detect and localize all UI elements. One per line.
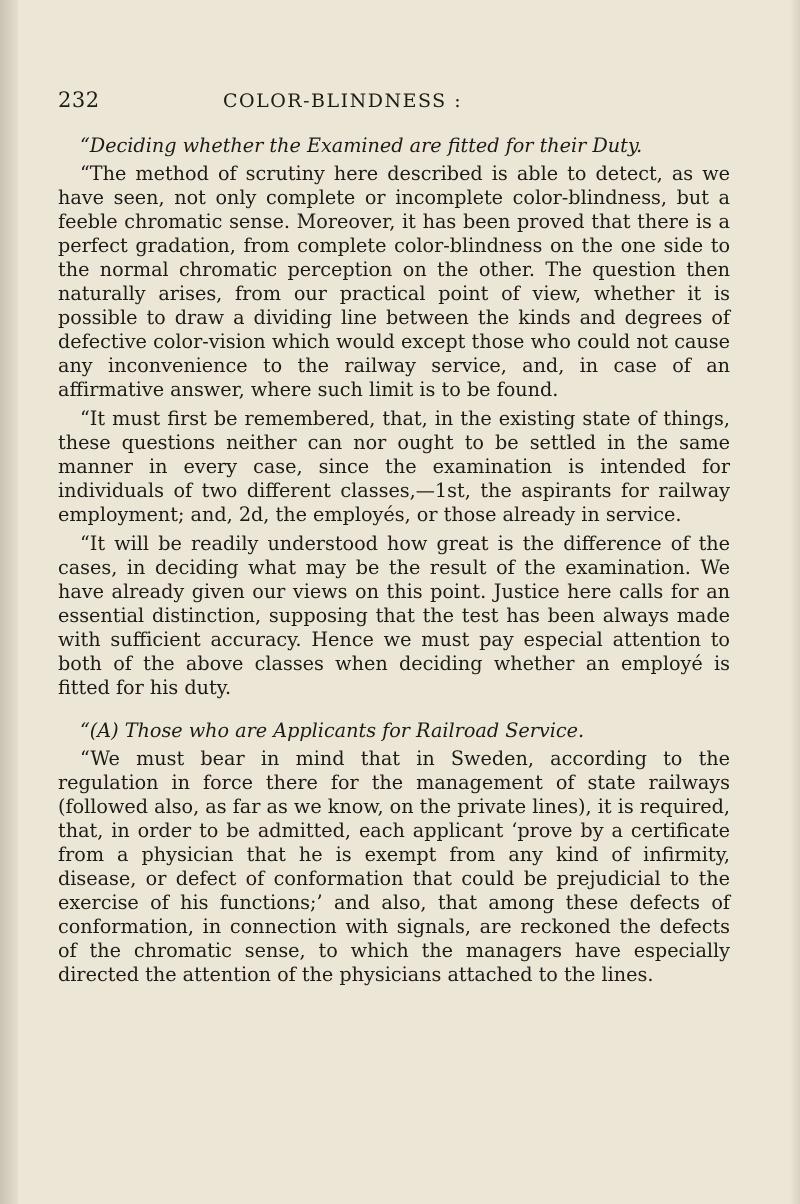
page-edge-shadow [790, 0, 800, 1204]
section-heading-applicants: “(A) Those who are Applicants for Railroad Service. [80, 719, 585, 742]
running-head [58, 76, 730, 116]
paragraph-method-of-scrutiny: “The method of scrutiny here described is able to detect, as we have seen, not only complete or incomplete color-blindness, but a feeble chromatic sense. Moreover, it has been proved that there is a perfect gradation, from complete color-blindness on the one side to the normal chromatic perception on the other. The question then naturally arises, from our practical point of view, whether it is possible to draw a dividing line between the kinds and degrees of defective color-vision which would except those who could not cause any inconvenience to the railway service, and, in case of an affirmative answer, where such limit is to be found. [58, 162, 730, 401]
book-binding-shadow [0, 0, 18, 1204]
paragraph-readily-understood: “It will be readily understood how great is the difference of the cases, in deciding what may be the result of the examination. We have already given our views on this point. Justice here calls for an essential distinction, supposing that the test has been always made with sufficient accuracy. Hence we must pay especial attention to both of the above classes when deciding whether an employé is fitted for his duty. [58, 532, 730, 699]
paragraph-first-remembered: “It must first be remembered, that, in the existing state of things, these questions neither can nor ought to be settled in the same manner in every case, since the examination is intended for individuals of two different classes,—1st, the aspirants for railway employment; and, 2d, the employés, or those already in service. [58, 407, 730, 526]
section-gap [58, 705, 730, 719]
page-number: 232 [58, 88, 100, 112]
paragraph-sweden-regulation: “We must bear in mind that in Sweden, according to the regulation in force there for the management of state railways (followed also, as far as we know, on the private lines), it is required, that, in order to be admitted, each applicant ‘prove by a certificate from a physician that he is exempt from any kind of infirmity, disease, or defect of conformation that could be prejudicial to the exercise of his functions;’ and also, that among these defects of conformation, in connection with signals, are reckoned the defects of the chromatic sense, to which the managers have especially directed the attention of the physicians attached to the lines. [58, 747, 730, 986]
section-heading-deciding: “Deciding whether the Examined are fitted for their Duty. [80, 134, 643, 157]
running-head-title: COLOR-BLINDNESS : [223, 90, 463, 112]
book-page [58, 76, 730, 992]
